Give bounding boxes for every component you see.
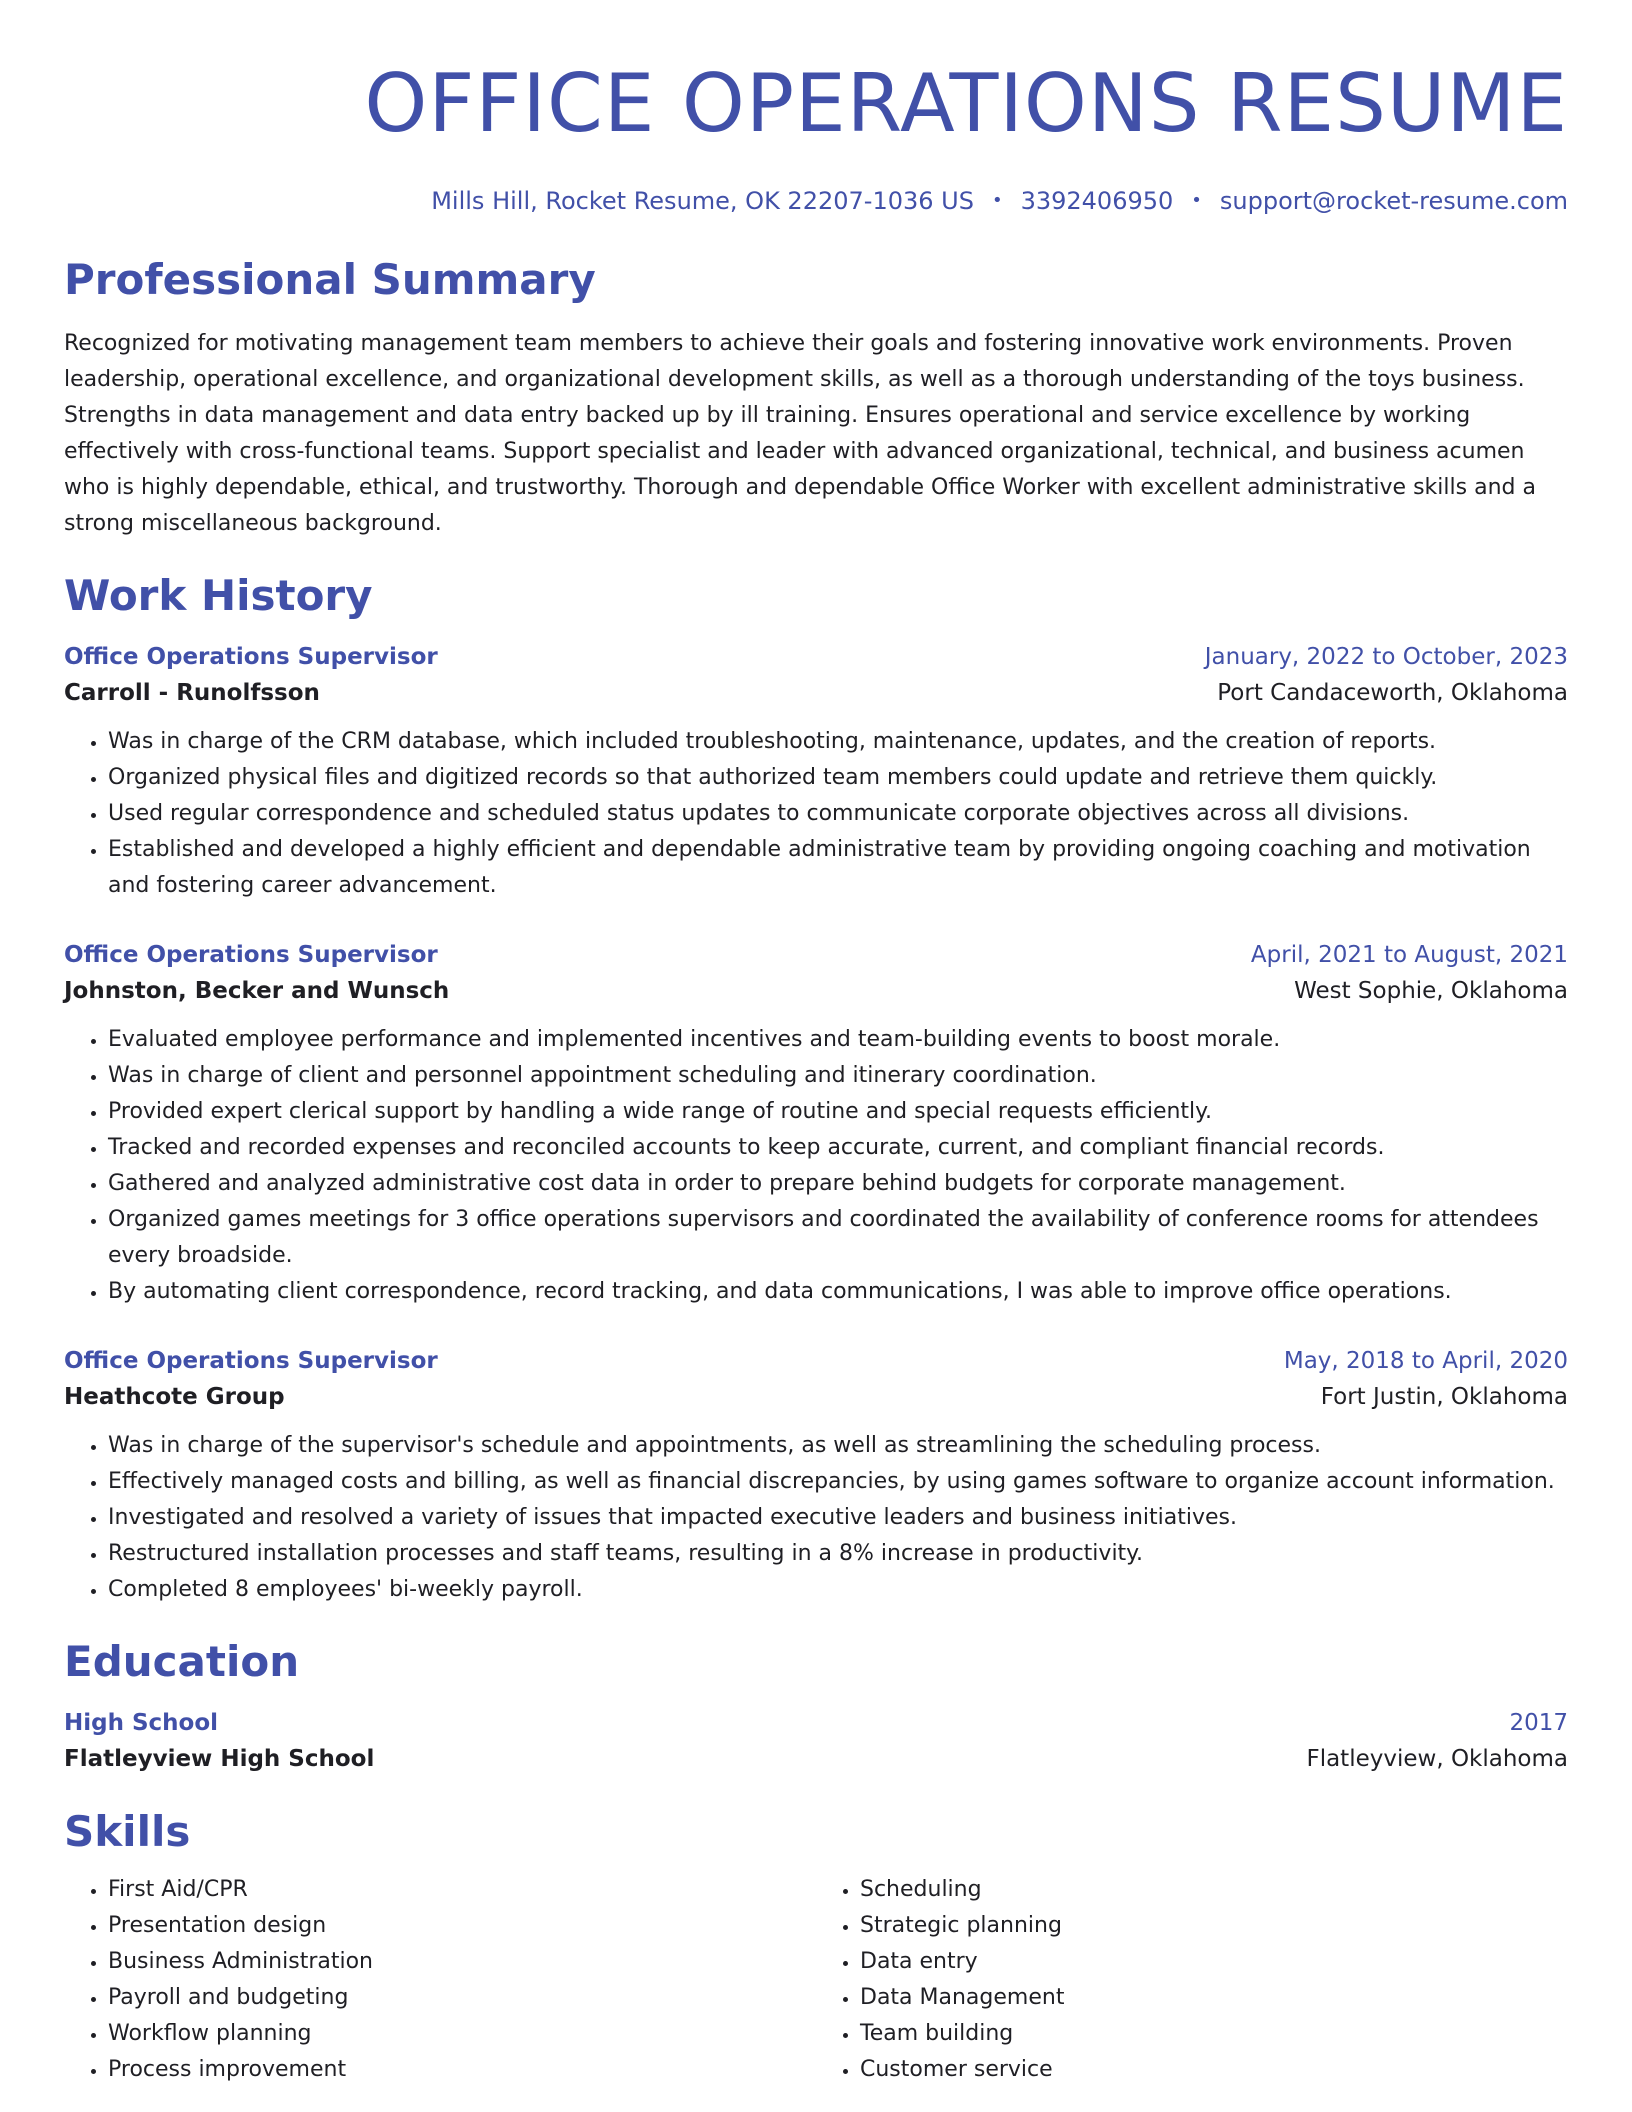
job-bullet: • Completed 8 employees' bi-weekly payroll. bbox=[108, 1572, 1568, 1608]
summary-text: Recognized for motivating management team members to achieve their goals and fostering innovative work environments. Proven leadership, operational excellence, and organizational development skills, as well as a thorough understanding of the toys business. Strengths in data management and data entry backed up by ill training. Ensures operational and service excellence by working effectively with cross-functional teams. Support specialist and leader with advanced organizational, technical, and business acumen who is highly dependable, ethical, and trustworthy. Thorough and dependable Office Worker with excellent administrative skills and a strong miscellaneous background. bbox=[64, 331, 1536, 536]
job-company: Carroll - Runolfsson bbox=[64, 680, 320, 706]
education-degree: High School bbox=[64, 1710, 219, 1736]
summary-heading: Professional Summary bbox=[64, 255, 596, 304]
work-history-heading: Work History bbox=[64, 571, 373, 620]
skills-column-right bbox=[816, 1872, 1568, 2088]
skill-item: • Process improvement bbox=[108, 2052, 816, 2088]
job-dates: April, 2021 to August, 2021 bbox=[1250, 942, 1568, 968]
job-role: Office Operations Supervisor bbox=[64, 1348, 438, 1374]
job-bullet: • Effectively managed costs and billing, as well as financial discrepancies, by using games software to organize account information. bbox=[108, 1464, 1568, 1500]
education-location: Flatleyview, Oklahoma bbox=[1306, 1746, 1568, 1772]
job-location: Fort Justin, Oklahoma bbox=[1320, 1384, 1568, 1410]
job-location: Port Candaceworth, Oklahoma bbox=[1217, 680, 1568, 706]
job-bullets bbox=[64, 1428, 1568, 1608]
contact-address: Mills Hill, Rocket Resume, OK 22207-1036 US bbox=[431, 187, 974, 215]
skill-item: • Customer service bbox=[860, 2052, 1568, 2088]
resume-header bbox=[64, 0, 1568, 218]
job-bullets bbox=[64, 1022, 1568, 1310]
education-year: 2017 bbox=[1509, 1710, 1568, 1736]
job-bullet: • By automating client correspondence, record tracking, and data communications, I was able to improve office operations. bbox=[108, 1274, 1568, 1310]
skills-column-left bbox=[64, 1872, 816, 2088]
contact-phone: 3392406950 bbox=[1020, 187, 1174, 215]
job-bullet: • Organized games meetings for 3 office operations supervisors and coordinated the availability of conference rooms for attendees every broadside. bbox=[108, 1202, 1568, 1274]
skill-item: • First Aid/CPR bbox=[108, 1872, 816, 1908]
skill-item: • Team building bbox=[860, 2016, 1568, 2052]
job-bullets bbox=[64, 724, 1568, 904]
education-heading: Education bbox=[64, 1637, 300, 1686]
skill-item: • Data Management bbox=[860, 1980, 1568, 2016]
job-bullet: • Restructured installation processes and staff teams, resulting in a 8% increase in productivity. bbox=[108, 1536, 1568, 1572]
contact-line bbox=[64, 184, 1568, 218]
separator-dot: • bbox=[991, 190, 1003, 211]
education-school: Flatleyview High School bbox=[64, 1746, 375, 1772]
skill-item: • Business Administration bbox=[108, 1944, 816, 1980]
job-entry bbox=[64, 640, 1568, 904]
job-bullet: • Gathered and analyzed administrative cost data in order to prepare behind budgets for corporate management. bbox=[108, 1166, 1568, 1202]
separator-dot: • bbox=[1191, 190, 1202, 211]
skills-list bbox=[64, 1872, 1568, 2088]
job-bullet: • Organized physical files and digitized records so that authorized team members could update and retrieve them quickly. bbox=[108, 760, 1568, 796]
contact-email: support@rocket-resume.com bbox=[1219, 187, 1568, 215]
job-bullet: • Investigated and resolved a variety of issues that impacted executive leaders and business initiatives. bbox=[108, 1500, 1568, 1536]
job-bullet: • Provided expert clerical support by handling a wide range of routine and special requests efficiently. bbox=[108, 1094, 1568, 1130]
skill-item: • Workflow planning bbox=[108, 2016, 816, 2052]
job-role: Office Operations Supervisor bbox=[64, 644, 438, 670]
job-company: Heathcote Group bbox=[64, 1384, 285, 1410]
job-entry bbox=[64, 1344, 1568, 1608]
job-dates: January, 2022 to October, 2023 bbox=[1204, 644, 1568, 670]
job-entry bbox=[64, 938, 1568, 1310]
resume-title: OFFICE OPERATIONS RESUME bbox=[364, 57, 1568, 150]
education-entry bbox=[64, 1706, 1568, 1778]
job-role: Office Operations Supervisor bbox=[64, 942, 438, 968]
skill-item: • Scheduling bbox=[860, 1872, 1568, 1908]
skill-item: • Presentation design bbox=[108, 1908, 816, 1944]
job-company: Johnston, Becker and Wunsch bbox=[64, 978, 450, 1004]
job-location: West Sophie, Oklahoma bbox=[1294, 978, 1568, 1004]
job-bullet: • Tracked and recorded expenses and reconciled accounts to keep accurate, current, and compliant financial records. bbox=[108, 1130, 1568, 1166]
job-dates: May, 2018 to April, 2020 bbox=[1283, 1348, 1568, 1374]
skill-item: • Data entry bbox=[860, 1944, 1568, 1980]
job-bullet: • Evaluated employee performance and implemented incentives and team-building events to boost morale. bbox=[108, 1022, 1568, 1058]
job-bullet: • Was in charge of the CRM database, which included troubleshooting, maintenance, updates, and the creation of reports. bbox=[108, 724, 1568, 760]
job-bullet: • Was in charge of the supervisor's schedule and appointments, as well as streamlining the scheduling process. bbox=[108, 1428, 1568, 1464]
skill-item: • Payroll and budgeting bbox=[108, 1980, 816, 2016]
job-bullet: • Was in charge of client and personnel appointment scheduling and itinerary coordination. bbox=[108, 1058, 1568, 1094]
skill-item: • Strategic planning bbox=[860, 1908, 1568, 1944]
skills-heading: Skills bbox=[64, 1807, 191, 1856]
job-bullet: • Established and developed a highly efficient and dependable administrative team by providing ongoing coaching and motivation and fostering career advancement. bbox=[108, 832, 1568, 904]
job-bullet: • Used regular correspondence and scheduled status updates to communicate corporate objectives across all divisions. bbox=[108, 796, 1568, 832]
